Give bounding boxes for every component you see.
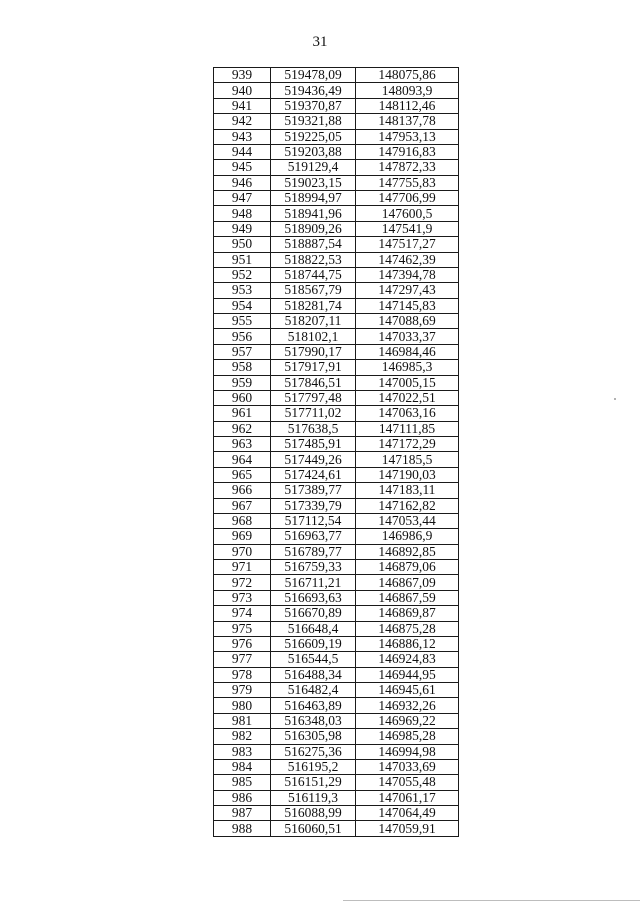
- y-coordinate-cell: 147088,69: [356, 314, 459, 329]
- point-number-cell: 974: [214, 606, 271, 621]
- table-row: [214, 375, 459, 390]
- point-number-cell: 978: [214, 667, 271, 682]
- x-coordinate-cell: 518744,75: [271, 267, 356, 282]
- x-coordinate-cell: 518822,53: [271, 252, 356, 267]
- table-row: [214, 175, 459, 190]
- x-coordinate-cell: 517424,61: [271, 467, 356, 482]
- y-coordinate-cell: 146886,12: [356, 636, 459, 651]
- y-coordinate-cell: 147755,83: [356, 175, 459, 190]
- x-coordinate-cell: 516119,3: [271, 790, 356, 805]
- x-coordinate-cell: 519321,88: [271, 114, 356, 129]
- x-coordinate-cell: 516348,03: [271, 713, 356, 728]
- table-row: [214, 560, 459, 575]
- x-coordinate-cell: 516488,34: [271, 667, 356, 682]
- point-number-cell: 964: [214, 452, 271, 467]
- point-number-cell: 977: [214, 652, 271, 667]
- point-number-cell: 961: [214, 406, 271, 421]
- point-number-cell: 985: [214, 775, 271, 790]
- point-number-cell: 955: [214, 314, 271, 329]
- point-number-cell: 941: [214, 98, 271, 113]
- x-coordinate-cell: 517638,5: [271, 421, 356, 436]
- x-coordinate-cell: 518994,97: [271, 191, 356, 206]
- table-row: [214, 421, 459, 436]
- y-coordinate-cell: 146945,61: [356, 683, 459, 698]
- y-coordinate-cell: 146932,26: [356, 698, 459, 713]
- x-coordinate-cell: 519478,09: [271, 68, 356, 83]
- y-coordinate-cell: 147916,83: [356, 144, 459, 159]
- y-coordinate-cell: 146879,06: [356, 560, 459, 575]
- table-row: [214, 314, 459, 329]
- x-coordinate-cell: 517449,26: [271, 452, 356, 467]
- table-row: [214, 621, 459, 636]
- table-row: [214, 744, 459, 759]
- table-row: [214, 544, 459, 559]
- x-coordinate-cell: 519370,87: [271, 98, 356, 113]
- y-coordinate-cell: 147172,29: [356, 437, 459, 452]
- point-number-cell: 973: [214, 590, 271, 605]
- table-row: [214, 713, 459, 728]
- y-coordinate-cell: 146969,22: [356, 713, 459, 728]
- y-coordinate-cell: 147063,16: [356, 406, 459, 421]
- y-coordinate-cell: 148075,86: [356, 68, 459, 83]
- table-row: [214, 390, 459, 405]
- y-coordinate-cell: 147953,13: [356, 129, 459, 144]
- table-row: [214, 160, 459, 175]
- coordinate-table-body: [214, 68, 459, 837]
- point-number-cell: 976: [214, 636, 271, 651]
- x-coordinate-cell: 519023,15: [271, 175, 356, 190]
- table-row: [214, 267, 459, 282]
- scan-edge-line: [343, 900, 640, 901]
- point-number-cell: 987: [214, 806, 271, 821]
- x-coordinate-cell: 517389,77: [271, 483, 356, 498]
- table-row: [214, 329, 459, 344]
- point-number-cell: 939: [214, 68, 271, 83]
- point-number-cell: 958: [214, 360, 271, 375]
- y-coordinate-cell: 146892,85: [356, 544, 459, 559]
- x-coordinate-cell: 516195,2: [271, 759, 356, 774]
- x-coordinate-cell: 516463,89: [271, 698, 356, 713]
- y-coordinate-cell: 147190,03: [356, 467, 459, 482]
- x-coordinate-cell: 516305,98: [271, 729, 356, 744]
- point-number-cell: 944: [214, 144, 271, 159]
- x-coordinate-cell: 517711,02: [271, 406, 356, 421]
- y-coordinate-cell: 147059,91: [356, 821, 459, 836]
- table-row: [214, 406, 459, 421]
- x-coordinate-cell: 516670,89: [271, 606, 356, 621]
- page-number: 31: [312, 34, 328, 50]
- table-row: [214, 590, 459, 605]
- coordinate-table: [213, 67, 459, 837]
- table-row: [214, 667, 459, 682]
- table-row: [214, 98, 459, 113]
- table-row: [214, 221, 459, 236]
- point-number-cell: 956: [214, 329, 271, 344]
- point-number-cell: 972: [214, 575, 271, 590]
- x-coordinate-cell: 517339,79: [271, 498, 356, 513]
- x-coordinate-cell: 518102,1: [271, 329, 356, 344]
- x-coordinate-cell: 519436,49: [271, 83, 356, 98]
- y-coordinate-cell: 148112,46: [356, 98, 459, 113]
- x-coordinate-cell: 517917,91: [271, 360, 356, 375]
- x-coordinate-cell: 516275,36: [271, 744, 356, 759]
- table-row: [214, 191, 459, 206]
- x-coordinate-cell: 517846,51: [271, 375, 356, 390]
- table-row: [214, 283, 459, 298]
- y-coordinate-cell: 146985,3: [356, 360, 459, 375]
- y-coordinate-cell: 147706,99: [356, 191, 459, 206]
- point-number-cell: 963: [214, 437, 271, 452]
- point-number-cell: 959: [214, 375, 271, 390]
- y-coordinate-cell: 147145,83: [356, 298, 459, 313]
- x-coordinate-cell: 519203,88: [271, 144, 356, 159]
- x-coordinate-cell: 516060,51: [271, 821, 356, 836]
- table-row: [214, 683, 459, 698]
- point-number-cell: 982: [214, 729, 271, 744]
- point-number-cell: 940: [214, 83, 271, 98]
- x-coordinate-cell: 519225,05: [271, 129, 356, 144]
- table-row: [214, 636, 459, 651]
- y-coordinate-cell: 147541,9: [356, 221, 459, 236]
- point-number-cell: 945: [214, 160, 271, 175]
- point-number-cell: 970: [214, 544, 271, 559]
- point-number-cell: 948: [214, 206, 271, 221]
- y-coordinate-cell: 147111,85: [356, 421, 459, 436]
- table-row: [214, 298, 459, 313]
- y-coordinate-cell: 147053,44: [356, 513, 459, 528]
- x-coordinate-cell: 516088,99: [271, 806, 356, 821]
- point-number-cell: 951: [214, 252, 271, 267]
- x-coordinate-cell: 517112,54: [271, 513, 356, 528]
- point-number-cell: 950: [214, 237, 271, 252]
- y-coordinate-cell: 147162,82: [356, 498, 459, 513]
- table-row: [214, 790, 459, 805]
- x-coordinate-cell: 516963,77: [271, 529, 356, 544]
- table-row: [214, 129, 459, 144]
- point-number-cell: 954: [214, 298, 271, 313]
- x-coordinate-cell: 518567,79: [271, 283, 356, 298]
- point-number-cell: 980: [214, 698, 271, 713]
- y-coordinate-cell: 146984,46: [356, 344, 459, 359]
- y-coordinate-cell: 146924,83: [356, 652, 459, 667]
- y-coordinate-cell: 147872,33: [356, 160, 459, 175]
- table-row: [214, 821, 459, 836]
- point-number-cell: 947: [214, 191, 271, 206]
- y-coordinate-cell: 147064,49: [356, 806, 459, 821]
- x-coordinate-cell: 516711,21: [271, 575, 356, 590]
- point-number-cell: 966: [214, 483, 271, 498]
- point-number-cell: 975: [214, 621, 271, 636]
- x-coordinate-cell: 516693,63: [271, 590, 356, 605]
- y-coordinate-cell: 147183,11: [356, 483, 459, 498]
- point-number-cell: 984: [214, 759, 271, 774]
- table-row: [214, 452, 459, 467]
- point-number-cell: 965: [214, 467, 271, 482]
- x-coordinate-cell: 517797,48: [271, 390, 356, 405]
- point-number-cell: 942: [214, 114, 271, 129]
- table-row: [214, 344, 459, 359]
- table-row: [214, 575, 459, 590]
- table-row: [214, 513, 459, 528]
- table-row: [214, 483, 459, 498]
- x-coordinate-cell: 516544,5: [271, 652, 356, 667]
- y-coordinate-cell: 148093,9: [356, 83, 459, 98]
- table-row: [214, 698, 459, 713]
- point-number-cell: 949: [214, 221, 271, 236]
- table-row: [214, 206, 459, 221]
- y-coordinate-cell: 147185,5: [356, 452, 459, 467]
- table-row: [214, 360, 459, 375]
- x-coordinate-cell: 516609,19: [271, 636, 356, 651]
- x-coordinate-cell: 518207,11: [271, 314, 356, 329]
- y-coordinate-cell: 147600,5: [356, 206, 459, 221]
- x-coordinate-cell: 518909,26: [271, 221, 356, 236]
- table-row: [214, 83, 459, 98]
- point-number-cell: 988: [214, 821, 271, 836]
- x-coordinate-cell: 518281,74: [271, 298, 356, 313]
- table-row: [214, 252, 459, 267]
- table-row: [214, 529, 459, 544]
- x-coordinate-cell: 517485,91: [271, 437, 356, 452]
- table-row: [214, 467, 459, 482]
- table-row: [214, 729, 459, 744]
- x-coordinate-cell: 516151,29: [271, 775, 356, 790]
- table-row: [214, 437, 459, 452]
- x-coordinate-cell: 516648,4: [271, 621, 356, 636]
- point-number-cell: 983: [214, 744, 271, 759]
- y-coordinate-cell: 147022,51: [356, 390, 459, 405]
- table-row: [214, 144, 459, 159]
- y-coordinate-cell: 148137,78: [356, 114, 459, 129]
- table-row: [214, 68, 459, 83]
- x-coordinate-cell: 517990,17: [271, 344, 356, 359]
- point-number-cell: 953: [214, 283, 271, 298]
- point-number-cell: 971: [214, 560, 271, 575]
- point-number-cell: 968: [214, 513, 271, 528]
- y-coordinate-cell: 147462,39: [356, 252, 459, 267]
- table-row: [214, 114, 459, 129]
- y-coordinate-cell: 147055,48: [356, 775, 459, 790]
- y-coordinate-cell: 146994,98: [356, 744, 459, 759]
- scan-speck: [614, 398, 616, 400]
- table-row: [214, 806, 459, 821]
- y-coordinate-cell: 146986,9: [356, 529, 459, 544]
- table-row: [214, 775, 459, 790]
- y-coordinate-cell: 146944,95: [356, 667, 459, 682]
- point-number-cell: 946: [214, 175, 271, 190]
- x-coordinate-cell: 516759,33: [271, 560, 356, 575]
- point-number-cell: 986: [214, 790, 271, 805]
- x-coordinate-cell: 516789,77: [271, 544, 356, 559]
- point-number-cell: 962: [214, 421, 271, 436]
- y-coordinate-cell: 146869,87: [356, 606, 459, 621]
- point-number-cell: 952: [214, 267, 271, 282]
- point-number-cell: 943: [214, 129, 271, 144]
- table-row: [214, 759, 459, 774]
- x-coordinate-cell: 519129,4: [271, 160, 356, 175]
- y-coordinate-cell: 147033,69: [356, 759, 459, 774]
- y-coordinate-cell: 147394,78: [356, 267, 459, 282]
- point-number-cell: 969: [214, 529, 271, 544]
- y-coordinate-cell: 146867,09: [356, 575, 459, 590]
- y-coordinate-cell: 146867,59: [356, 590, 459, 605]
- x-coordinate-cell: 518941,96: [271, 206, 356, 221]
- x-coordinate-cell: 518887,54: [271, 237, 356, 252]
- y-coordinate-cell: 147033,37: [356, 329, 459, 344]
- point-number-cell: 960: [214, 390, 271, 405]
- point-number-cell: 979: [214, 683, 271, 698]
- table-row: [214, 652, 459, 667]
- point-number-cell: 957: [214, 344, 271, 359]
- point-number-cell: 967: [214, 498, 271, 513]
- y-coordinate-cell: 147005,15: [356, 375, 459, 390]
- y-coordinate-cell: 147061,17: [356, 790, 459, 805]
- table-row: [214, 498, 459, 513]
- y-coordinate-cell: 147297,43: [356, 283, 459, 298]
- x-coordinate-cell: 516482,4: [271, 683, 356, 698]
- table-row: [214, 606, 459, 621]
- point-number-cell: 981: [214, 713, 271, 728]
- y-coordinate-cell: 146875,28: [356, 621, 459, 636]
- y-coordinate-cell: 147517,27: [356, 237, 459, 252]
- y-coordinate-cell: 146985,28: [356, 729, 459, 744]
- table-row: [214, 237, 459, 252]
